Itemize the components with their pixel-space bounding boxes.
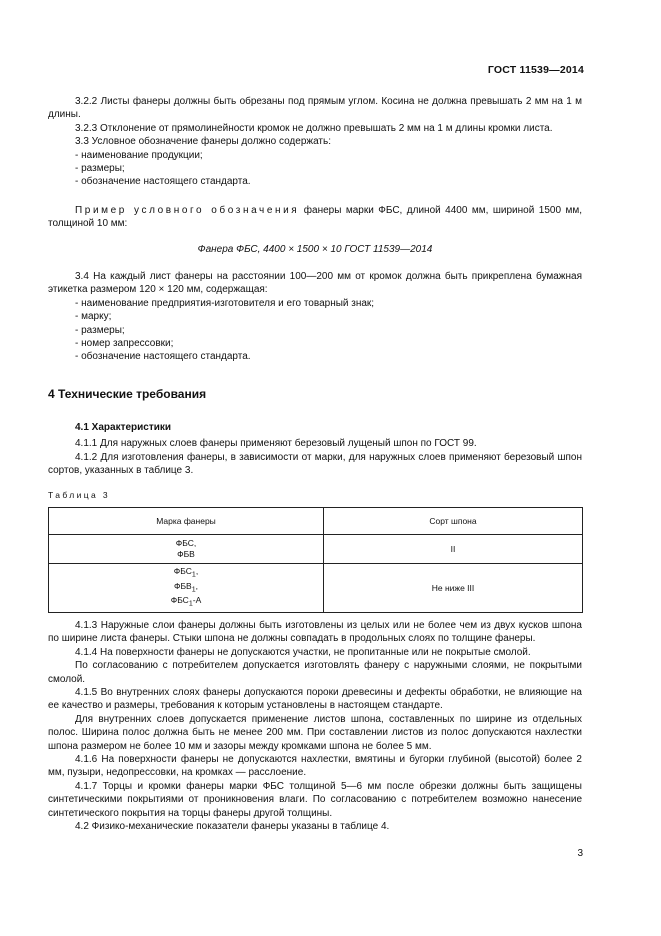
table-cell-veneer-grade: Не ниже III [324,564,583,613]
section-4-1 [48,421,582,478]
document-code: ГОСТ 11539—2014 [487,64,584,76]
paragraph-4-1-4: 4.1.4 На поверхности фанеры не допускаются участки, не пропитанные или не покрытые смолой. [75,646,531,658]
list-item: - наименование предприятия-изготовителя и его товарный знак; [75,297,375,309]
page-number: 3 [577,848,583,859]
paragraph-4-2: 4.2 Физико-механические показатели фанеры указаны в таблице 4. [75,821,390,833]
mark-line [53,581,319,596]
list-item: - обозначение настоящего стандарта. [75,176,251,188]
mark-line [53,595,319,610]
list-item: - размеры; [75,163,125,175]
example-label: Пример условного обозначения [75,205,300,216]
example-designation-block [48,243,582,256]
subsection-4-1-title: 4.1 Характеристики [75,422,172,433]
example-designation: Фанера ФБС, 4400 × 1500 × 10 ГОСТ 11539—2014 [197,244,433,255]
paragraph-4-1-1: 4.1.1 Для наружных слоев фанеры применяют березовый лущеный шпон по ГОСТ 99. [75,438,477,450]
mark-line: ФБС, [175,538,197,548]
mark-subscript: 1 [191,570,196,579]
mark-subscript: 1 [191,585,196,594]
paragraph-4-1-4-note: По согласованию с потребителем допускается изготовлять фанеру с наружными слоями, не покрытыми смолой. [48,660,582,685]
paragraph-4-1-5: 4.1.5 Во внутренних слоях фанеры допускаются пороки древесины и дефекты обработки, не влияющие на ее качество и размеры, требования к которым установлены в настоящем стандарте. [48,687,582,712]
table-row [49,564,583,613]
section-4-1-3-to-4-2 [48,619,582,834]
mark-text: ФБВ [173,580,192,591]
mark-line: ФБВ [177,549,195,559]
list-item: - наименование продукции; [75,149,203,161]
mark-text: ФБС [170,595,189,606]
mark-subscript: 1 [188,600,193,609]
paragraph-4-1-3: 4.1.3 Наружные слои фанеры должны быть изготовлены из целых или не более чем из двух кусков шпона по ширине листа фанеры. Стыки шпона не должны совпадать в продольных слоях по толщине фанеры. [48,620,582,645]
table-header-cell: Марка фанеры [49,508,324,535]
mark-line [53,566,319,581]
paragraph-4-1-7: 4.1.7 Торцы и кромки фанеры марки ФБС толщиной 5—6 мм после обрезки должны быть защищены синтетическими покрытиями от проникновения влаги. По согласованию с потребителем возможно нанесение синтетического покрытия на торцы фанеры другой толщины. [48,780,582,819]
section-4-title: 4 Технические требования [48,387,207,401]
table-header-cell: Сорт шпона [324,508,583,535]
section-4-title-block [48,388,582,401]
paragraph-3-2-2: 3.2.2 Листы фанеры должны быть обрезаны под прямым углом. Косина не должна превышать 2 мм на 1 м длины. [48,96,582,121]
table-3-caption: Таблица 3 [48,490,111,500]
list-item: - марку; [75,311,112,323]
mark-suffix: , [195,580,199,591]
table-cell-grade-mark [49,535,324,564]
table-header-row [49,508,583,535]
table-3 [48,507,583,613]
table-row [49,535,583,564]
paragraph-4-1-2: 4.1.2 Для изготовления фанеры, в зависимости от марки, для наружных слоев применяют березовый шпон сортов, указанных в таблице 3. [48,451,582,477]
example-block [48,204,582,231]
section-3-4 [48,270,582,364]
section-3-2-3-3 [48,95,582,189]
paragraph-4-1-6: 4.1.6 На поверхности фанеры не допускаются нахлестки, вмятины и бугорки глубиной (высотой) более 2 мм, пузыри, недопрессовки, на кромках — расслоение. [48,754,582,779]
paragraph-3-3: 3.3 Условное обозначение фанеры должно содержать: [75,136,331,148]
example-paragraph [48,204,582,231]
table-cell-veneer-grade: II [324,535,583,564]
list-item: - номер запрессовки; [75,338,174,350]
list-item: - размеры; [75,324,125,336]
paragraph-4-1-5-note: Для внутренних слоев допускается применение листов шпона, составленных по ширине из отдельных полос. Ширина полос должна быть не менее 200 мм. При составлении листов из полос допускаются нахлестки шпона размером не более 10 мм и зазоры между кромками шпона не более 5 мм. [48,713,582,752]
mark-text: ФБС [173,566,192,576]
paragraph-3-2-3: 3.2.3 Отклонение от прямолинейности кромок не должно превышать 2 мм на 1 м длины кромки листа. [75,122,553,134]
table-3-caption-block [48,489,582,502]
mark-suffix: -А [192,595,202,606]
table-cell-grade-mark [49,564,324,613]
mark-suffix: , [195,566,199,576]
paragraph-3-4: 3.4 На каждый лист фанеры на расстоянии 100—200 мм от кромок должна быть прикреплена бумажная этикетка размером 120 × 120 мм, содержащая: [48,271,582,296]
example-text: фанеры марки ФБС, длиной 4400 мм, шириной 1500 мм, толщиной 10 мм: [48,205,582,230]
list-item: - обозначение настоящего стандарта. [75,351,251,363]
